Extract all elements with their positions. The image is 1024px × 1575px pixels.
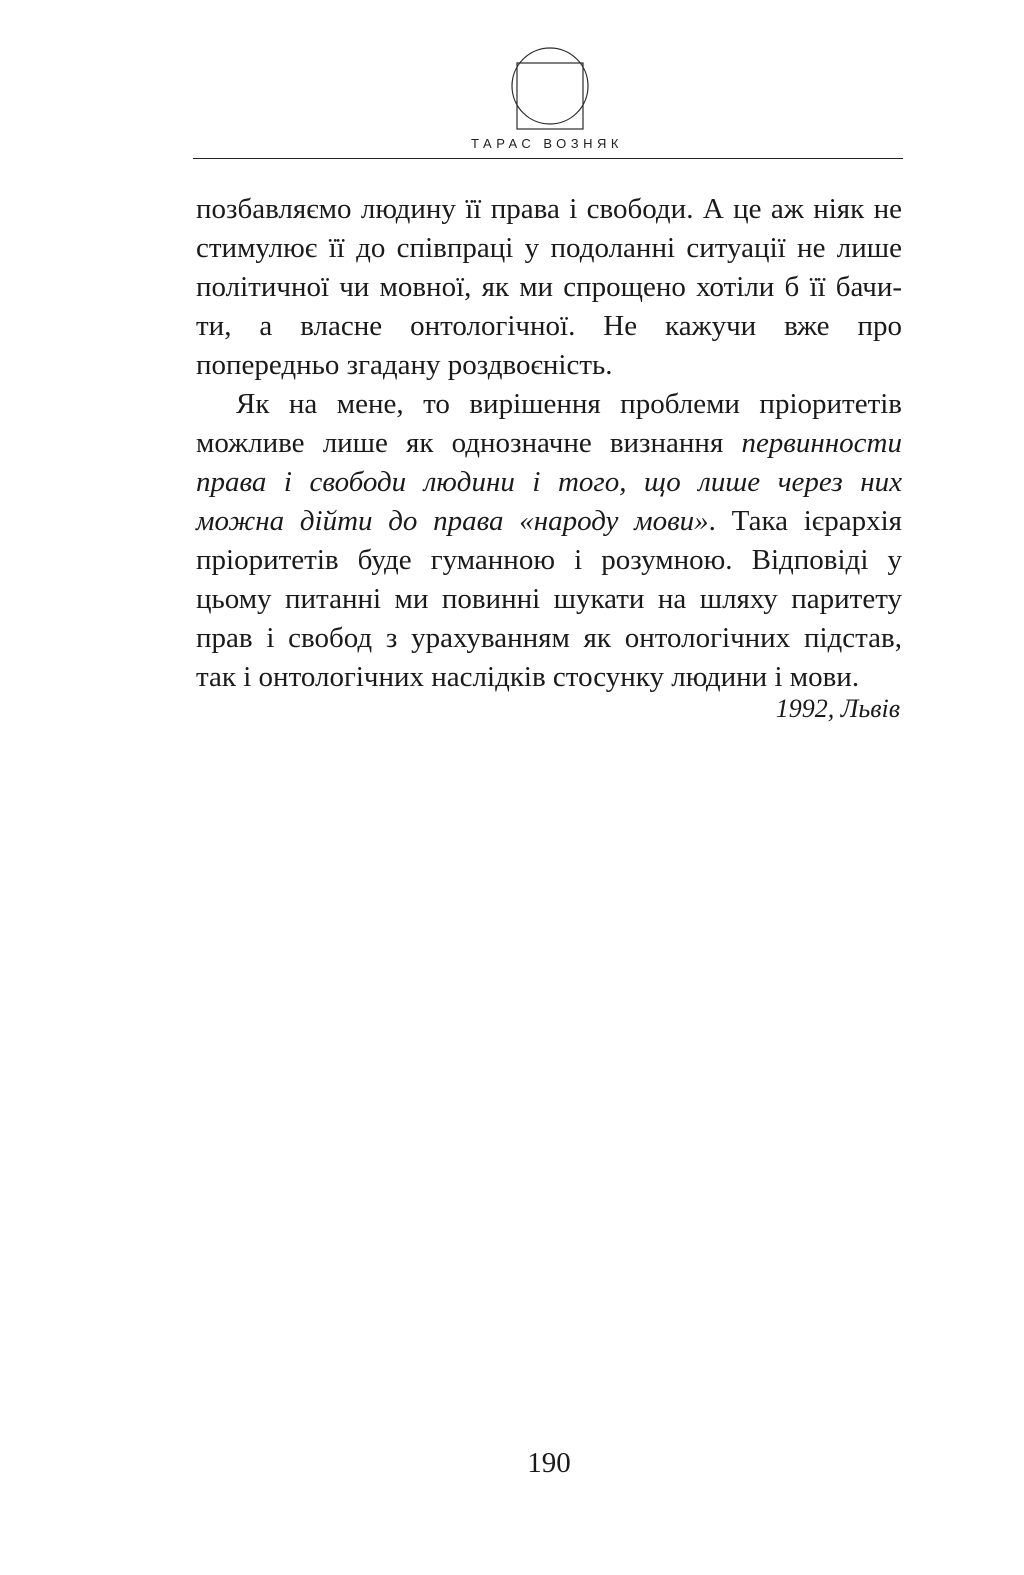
header-rule xyxy=(193,158,903,159)
running-head: ТАРАС ВОЗНЯК xyxy=(471,136,623,151)
paragraph-1: позбавляємо людину її права і свободи. А це аж ніяк не стимулює її до співпраці у подоланні ситуації не лише політичної чи мовної, як ми спрощено хотіли б її бачи-ти, а власне онтологічної. Не кажучи вже про попередньо згадану роздвоєність. xyxy=(196,193,902,381)
paragraph-2 xyxy=(196,385,902,697)
paragraph-2-tail: . Така ієрархія пріоритетів буде гуманною і розумною. Відповіді у цьому питанні ми повинні шукати на шляху паритету прав і свобод з урахуванням як онтологічних підстав, так і онтологічних наслідків стосунку людини і мови. xyxy=(196,505,902,693)
paragraph-2-lead: Як на мене, то вирішення проблеми пріоритетів можливе лише як однозначне визнання xyxy=(196,388,902,459)
circle-square-emblem-icon xyxy=(510,46,590,130)
body-text xyxy=(196,190,902,697)
date-place-signature: 1992, Львів xyxy=(775,694,900,723)
paragraph-2-emphasis: первинности права і свободи людини і того, що лише через них можна дійти до права «народу мови» xyxy=(196,427,902,537)
page-number: 190 xyxy=(527,1447,571,1479)
